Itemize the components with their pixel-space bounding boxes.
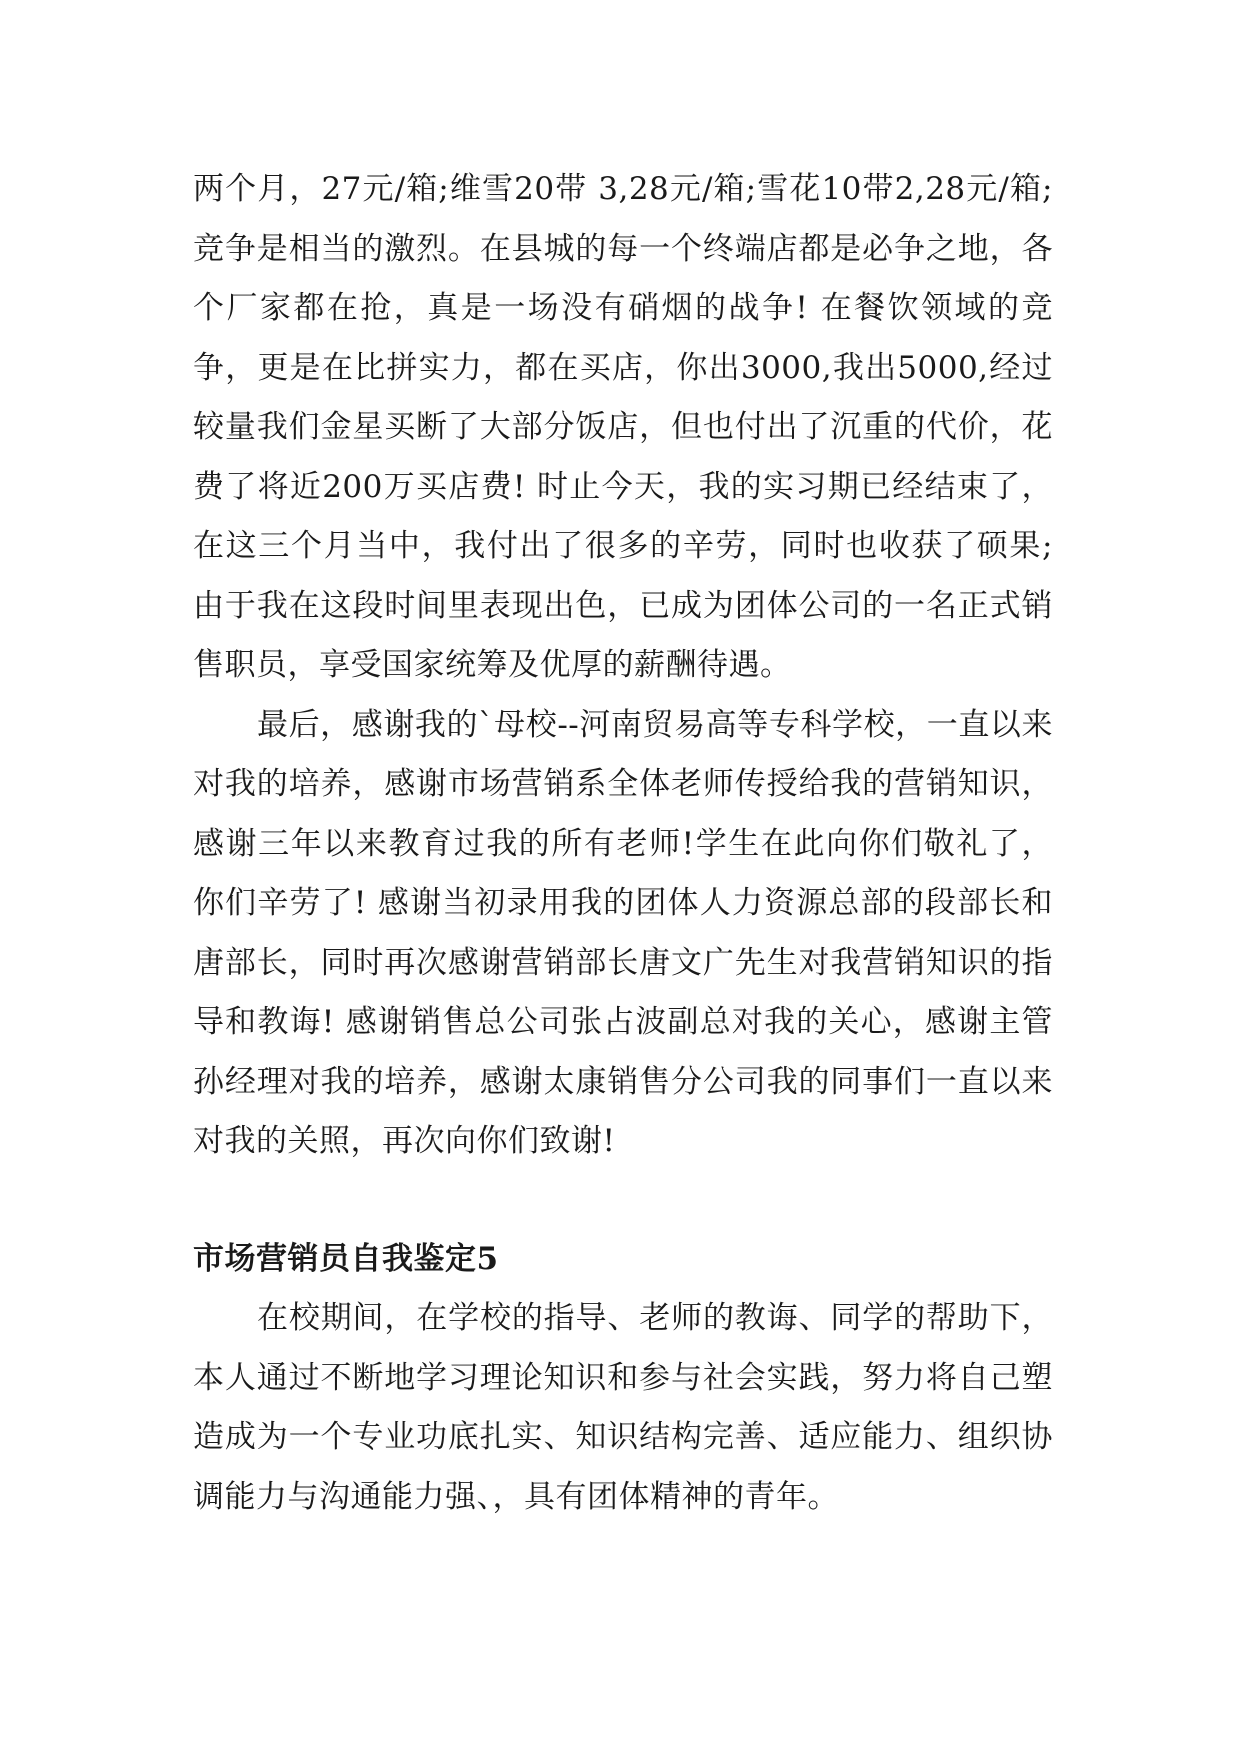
document-page xyxy=(193,160,1053,1527)
body-paragraph: 在校期间，在学校的指导、老师的教诲、同学的帮助下，本人通过不断地学习理论知识和参与社会实践，努力将自己塑造成为一个专业功底扎实、知识结构完善、适应能力、组织协调能力与沟通能力强、，具有团体精神的青年。 xyxy=(193,1300,1053,1515)
body-paragraph: 最后，感谢我的`母校--河南贸易高等专科学校，一直以来对我的培养，感谢市场营销系全体老师传授给我的营销知识，感谢三年以来教育过我的所有老师!学生在此向你们敬礼了，你们辛劳了! 感谢当初录用我的团体人力资源总部的段部长和唐部长，同时再次感谢营销部长唐文广先生对我营销知识的指导和教诲! 感谢销售总公司张占波副总对我的关心，感谢主管孙经理对我的培养，感谢太康销售分公司我的同事们一直以来对我的关照，再次向你们致谢! xyxy=(193,706,1053,1159)
body-paragraph: 两个月，27元/箱;维雪20带 3,28元/箱;雪花10带2,28元/箱;竞争是相当的激烈。在县城的每一个终端店都是必争之地，各个厂家都在抢，真是一场没有硝烟的战争! 在餐饮领域的竞争，更是在比拼实力，都在买店，你出3000,我出5000,经过较量我们金星买断了大部分饭店，但也付出了沉重的代价，花费了将近200万买店费! 时止今天，我的实习期已经结束了，在这三个月当中，我付出了很多的辛劳，同时也收获了硕果;由于我在这段时间里表现出色，已成为团体公司的一名正式销售职员，享受国家统筹及优厚的薪酬待遇。 xyxy=(193,171,1053,683)
section-heading: 市场营销员自我鉴定5 xyxy=(193,1240,499,1277)
section-spacer xyxy=(193,1172,1053,1230)
